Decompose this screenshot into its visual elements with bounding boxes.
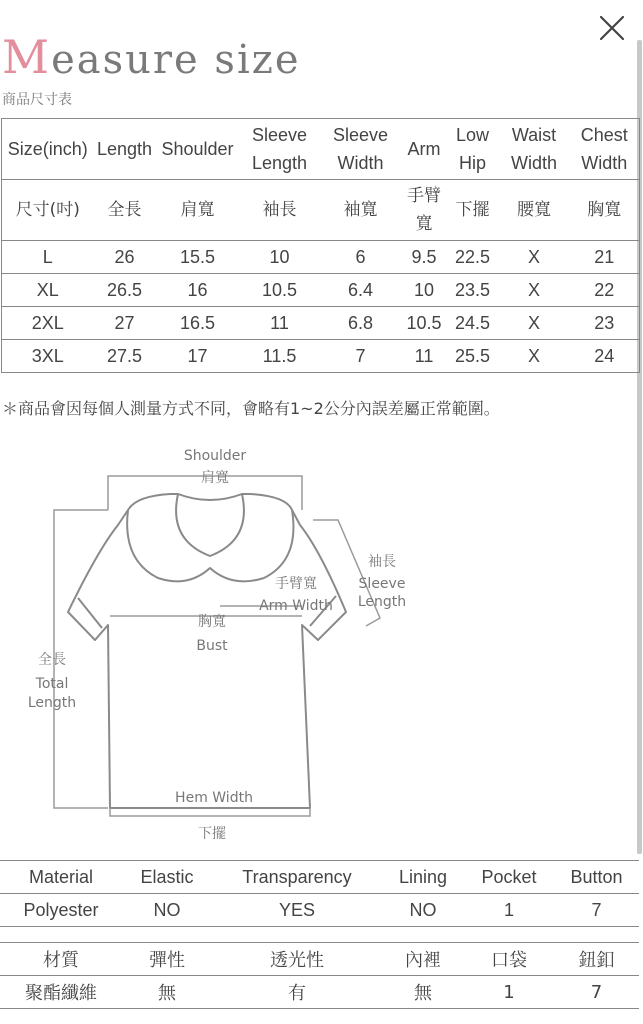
header-cell: 胸寬 bbox=[570, 180, 640, 241]
header-cell: 彈性 bbox=[149, 950, 185, 971]
total-label-en-1: Total bbox=[35, 676, 69, 692]
table-cell: Polyester bbox=[0, 894, 122, 927]
table-cell: 11 bbox=[402, 340, 447, 373]
header-cell: Material bbox=[28, 866, 94, 887]
sleeve-label-en-1: Sleeve bbox=[358, 576, 406, 592]
size-table bbox=[1, 118, 640, 373]
table-cell: 23 bbox=[570, 307, 640, 340]
bust-label-zh: 胸寬 bbox=[198, 614, 226, 630]
table-cell: 10 bbox=[402, 274, 447, 307]
header-cell: Transparency bbox=[242, 866, 352, 887]
page-title: Measure size bbox=[2, 30, 301, 84]
table-cell: 7 bbox=[554, 976, 639, 1009]
measurement-note: ＊商品會因每個人測量方式不同，會略有1~2公分內誤差屬正常範圍。 bbox=[2, 399, 500, 418]
shoulder-label-zh: 肩寬 bbox=[201, 470, 229, 486]
material-value-row bbox=[0, 976, 639, 1009]
material-header-row bbox=[0, 861, 639, 894]
header-cell: 口袋 bbox=[491, 950, 527, 971]
sleeve-label-zh: 袖長 bbox=[368, 554, 396, 570]
close-button[interactable] bbox=[596, 12, 628, 44]
table-cell: 15.5 bbox=[156, 241, 240, 274]
table-cell: 23.5 bbox=[447, 274, 499, 307]
table-cell: 6.4 bbox=[320, 274, 402, 307]
table-cell: X bbox=[499, 241, 570, 274]
close-icon bbox=[601, 17, 623, 39]
table-row bbox=[2, 307, 640, 340]
table-cell: XL bbox=[2, 274, 94, 307]
table-cell: 1 bbox=[464, 894, 554, 927]
table-cell: NO bbox=[382, 894, 464, 927]
header-cell: 袖長 bbox=[240, 180, 320, 241]
table-cell: 21 bbox=[570, 241, 640, 274]
bust-label-en: Bust bbox=[196, 638, 228, 654]
material-table-zh bbox=[0, 942, 639, 1009]
header-cell: 腰寬 bbox=[499, 180, 570, 241]
table-cell: 2XL bbox=[2, 307, 94, 340]
header-cell: 手臂寬 bbox=[402, 180, 447, 241]
table-cell: 3XL bbox=[2, 340, 94, 373]
table-cell: 22 bbox=[570, 274, 640, 307]
table-cell: X bbox=[499, 340, 570, 373]
table-cell: 25.5 bbox=[447, 340, 499, 373]
table-cell: 有 bbox=[212, 976, 382, 1009]
total-label-zh: 全長 bbox=[38, 652, 66, 668]
header-cell: Chest Width bbox=[570, 119, 640, 180]
table-cell: 24.5 bbox=[447, 307, 499, 340]
table-cell: 1 bbox=[464, 976, 554, 1009]
header-cell: Length bbox=[94, 119, 156, 180]
header-cell: Shoulder bbox=[156, 119, 240, 180]
table-cell: 無 bbox=[122, 976, 212, 1009]
material-table-en bbox=[0, 860, 639, 927]
header-cell: Low Hip bbox=[447, 119, 499, 180]
table-cell: 9.5 bbox=[402, 241, 447, 274]
table-cell: 6.8 bbox=[320, 307, 402, 340]
header-cell: 透光性 bbox=[270, 950, 324, 971]
table-cell: 17 bbox=[156, 340, 240, 373]
hem-label-en: Hem Width bbox=[175, 790, 253, 806]
table-row bbox=[2, 241, 640, 274]
header-cell: Lining bbox=[398, 866, 448, 887]
size-table-header-zh bbox=[2, 180, 640, 241]
table-cell: 16.5 bbox=[156, 307, 240, 340]
sleeve-label-en-2: Length bbox=[357, 594, 407, 610]
hem-label-zh: 下擺 bbox=[198, 826, 226, 842]
table-cell: NO bbox=[122, 894, 212, 927]
material-value-row bbox=[0, 894, 639, 927]
table-cell: 22.5 bbox=[447, 241, 499, 274]
table-cell: 聚酯纖維 bbox=[0, 976, 122, 1009]
table-cell: 27 bbox=[94, 307, 156, 340]
header-cell: Elastic bbox=[140, 866, 194, 887]
table-cell: 16 bbox=[156, 274, 240, 307]
table-cell: 6 bbox=[320, 241, 402, 274]
table-cell: 無 bbox=[382, 976, 464, 1009]
header-cell: Sleeve Width bbox=[320, 119, 402, 180]
table-row bbox=[2, 340, 640, 373]
table-cell: 7 bbox=[320, 340, 402, 373]
table-cell: 10.5 bbox=[240, 274, 320, 307]
table-cell: X bbox=[499, 307, 570, 340]
table-cell: 11 bbox=[240, 307, 320, 340]
table-cell: 10 bbox=[240, 241, 320, 274]
table-cell: 24 bbox=[570, 340, 640, 373]
arm-label-en: Arm Width bbox=[259, 598, 333, 614]
header-cell: Pocket bbox=[481, 866, 537, 887]
table-cell: 10.5 bbox=[402, 307, 447, 340]
header-cell: 全長 bbox=[94, 180, 156, 241]
table-cell: YES bbox=[212, 894, 382, 927]
header-cell: 尺寸(吋) bbox=[2, 180, 94, 241]
table-cell: 26 bbox=[94, 241, 156, 274]
header-cell: 袖寬 bbox=[320, 180, 402, 241]
table-cell: 27.5 bbox=[94, 340, 156, 373]
garment-diagram bbox=[10, 430, 430, 860]
table-cell: L bbox=[2, 241, 94, 274]
table-cell: X bbox=[499, 274, 570, 307]
header-cell: 材質 bbox=[43, 950, 79, 971]
arm-label-zh: 手臂寬 bbox=[275, 576, 317, 592]
size-table-header-en bbox=[2, 119, 640, 180]
header-cell: Arm bbox=[402, 119, 447, 180]
header-cell: Size(inch) bbox=[2, 119, 94, 180]
header-cell: 肩寬 bbox=[156, 180, 240, 241]
header-cell: Button bbox=[570, 866, 623, 887]
header-cell: Sleeve Length bbox=[240, 119, 320, 180]
table-cell: 11.5 bbox=[240, 340, 320, 373]
table-row bbox=[2, 274, 640, 307]
shoulder-label-en: Shoulder bbox=[183, 448, 247, 464]
table-cell: 26.5 bbox=[94, 274, 156, 307]
header-cell: 鈕釦 bbox=[578, 950, 615, 971]
header-cell: 內裡 bbox=[405, 950, 441, 971]
page-subtitle: 商品尺寸表 bbox=[2, 92, 72, 108]
total-label-en-2: Length bbox=[27, 695, 77, 711]
header-cell: Waist Width bbox=[499, 119, 570, 180]
material-header-row bbox=[0, 943, 639, 976]
header-cell: 下擺 bbox=[447, 180, 499, 241]
table-cell: 7 bbox=[554, 894, 639, 927]
